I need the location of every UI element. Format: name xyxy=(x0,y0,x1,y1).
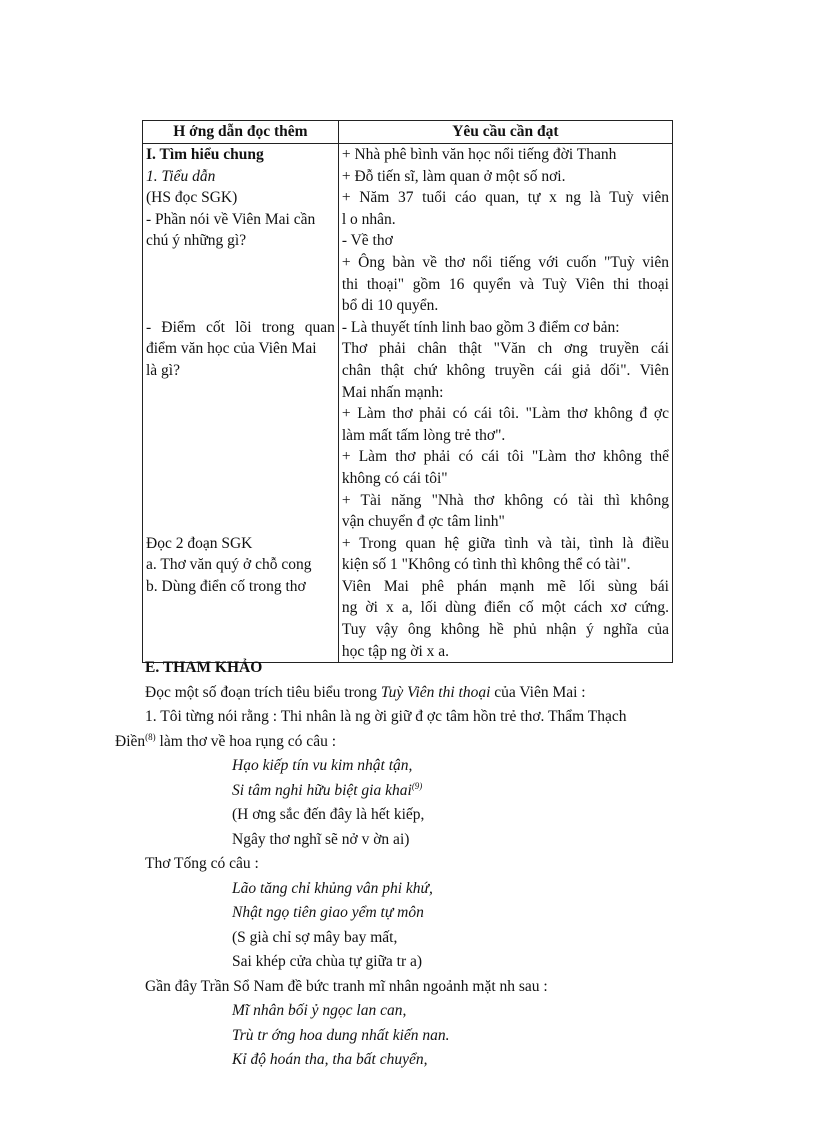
requirement-line: l o nhân. xyxy=(341,210,396,228)
requirement-line: Thơ phải chân thật "Văn ch ơng truyền cái xyxy=(341,340,669,358)
intro-text: Đọc một số đoạn trích tiêu biểu trong xyxy=(145,683,381,701)
question-2-line-3: là gì? xyxy=(146,361,180,379)
requirement-line: + Đỗ tiến sĩ, làm quan ở một số nơi. xyxy=(341,167,566,185)
requirement-line: + Năm 37 tuổi cáo quan, tự x ng là Tuỳ viên xyxy=(341,189,669,207)
requirement-line: học tập ng ời x a. xyxy=(341,642,450,660)
song-poetry-intro: Thơ Tống có câu : xyxy=(145,855,259,872)
requirement-line: vận chuyển đ ợc tâm linh" xyxy=(341,513,505,531)
read-item-b: b. Dùng điển cố trong thơ xyxy=(146,577,306,595)
spacer xyxy=(146,252,335,274)
translation-2-line-2: Sai khép cửa chùa tự giữa tr a) xyxy=(232,953,423,970)
table-row xyxy=(143,144,673,663)
requirement-line: + Tài năng "Nhà thơ không có tài thì không xyxy=(341,491,669,509)
reference-heading: E. THAM KHẢO xyxy=(145,659,263,676)
author-name: Điền xyxy=(115,732,146,750)
requirement-line: bổ di 10 quyển. xyxy=(341,297,439,315)
guide-column xyxy=(143,144,339,663)
requirement-line: + Ông bàn về thơ nổi tiếng với cuốn "Tuỳ viên xyxy=(341,253,669,271)
note-text: (HS đọc SGK) xyxy=(146,189,238,207)
header-requirements: Yêu cầu cần đạt xyxy=(338,121,672,144)
read-item-a: a. Thơ văn quý ở chỗ cong xyxy=(146,556,312,574)
spacer xyxy=(146,468,335,490)
requirement-line: + Làm thơ phải có cái tôi. "Làm thơ không đ ợc xyxy=(341,405,669,423)
question-1-line-1: - Phần nói về Viên Mai cần xyxy=(146,210,316,228)
requirements-column xyxy=(338,144,672,663)
requirement-line: + Nhà phê bình văn học nổi tiếng đời Thanh xyxy=(341,146,617,163)
requirement-line: - Về thơ xyxy=(341,232,393,250)
requirement-line: kiện số 1 "Không có tình thì không thể có tài". xyxy=(341,556,631,574)
poem-1-line-1: Hạo kiếp tín vu kim nhật tận, xyxy=(232,757,413,774)
requirement-line: làm mất tấm lòng trẻ thơ". xyxy=(341,426,506,444)
poem-3-line-1: Mĩ nhân bối ỷ ngọc lan can, xyxy=(232,1002,407,1019)
requirement-line: Viên Mai phê phán mạnh mẽ lối sùng bái xyxy=(341,577,669,595)
requirement-line: Mai nhấn mạnh: xyxy=(341,383,444,401)
poem-2-line-1: Lão tăng chỉ khủng vân phi khứ, xyxy=(232,879,433,897)
requirement-line: chân thật chứ không truyền cái giả dối". Viên xyxy=(341,361,669,379)
translation-1-line-2: Ngây thơ nghĩ sẽ nở v ờn ai) xyxy=(232,830,410,848)
requirement-line: + Trong quan hệ giữa tình và tài, tình là điều xyxy=(341,534,669,552)
recent-intro: Gần đây Trần Sổ Nam đề bức tranh mĩ nhân ngoảnh mặt nh sau : xyxy=(145,977,548,995)
question-1-line-2: chú ý những gì? xyxy=(146,232,247,250)
poem-3-line-3: Kỉ độ hoán tha, tha bất chuyển, xyxy=(232,1051,428,1068)
requirement-line: thi thoại" gồm 16 quyển và Tuỳ Viên thi thoại xyxy=(341,275,669,293)
intro-text: của Viên Mai : xyxy=(490,683,586,701)
poem-text: Si tâm nghi hữu biệt gia khai xyxy=(232,781,412,799)
spacer xyxy=(146,511,335,533)
spacer xyxy=(146,382,335,404)
spacer xyxy=(146,274,335,296)
spacer xyxy=(146,425,335,447)
requirement-line: + Làm thơ phải có cái tôi "Làm thơ không thể xyxy=(341,448,669,466)
footnote-9: (9) xyxy=(411,780,423,791)
header-guide: H ớng dẫn đọc thêm xyxy=(143,121,339,144)
paragraph-1-line-1: 1. Tôi từng nói rằng : Thi nhân là ng ời giữ đ ợc tâm hồn trẻ thơ. Thẩm Thạch xyxy=(145,708,627,725)
requirement-line: - Là thuyết tính linh bao gồm 3 điểm cơ bản: xyxy=(341,318,620,336)
requirement-line: ng ời x a, lối dùng điển cố một cách xơ cứng. xyxy=(341,599,669,617)
book-title: Tuỳ Viên thi thoại xyxy=(380,683,491,701)
poem-3-line-2: Trù tr ớng hoa dung nhất kiến nan. xyxy=(232,1026,450,1044)
footnote-8: (8) xyxy=(145,731,156,742)
spacer xyxy=(146,295,335,317)
requirement-line: Tuy vậy ông không hề phủ nhận ý nghĩa của xyxy=(341,621,669,639)
poem-1-line-2 xyxy=(232,779,422,804)
reference-intro xyxy=(145,681,586,706)
read-instruction: Đọc 2 đoạn SGK xyxy=(146,534,253,552)
table-header-row xyxy=(143,121,673,144)
translation-2-line-1: (S già chỉ sợ mây bay mất, xyxy=(232,928,398,946)
section-title: I. Tìm hiểu chung xyxy=(146,146,264,163)
reading-guide-table xyxy=(142,120,673,663)
paragraph-text: làm thơ về hoa rụng có câu : xyxy=(155,732,337,750)
spacer xyxy=(146,403,335,425)
poem-2-line-2: Nhật ngọ tiên giao yểm tự môn xyxy=(232,904,424,921)
spacer xyxy=(146,446,335,468)
translation-1-line-1: (H ơng sắc đến đây là hết kiếp, xyxy=(232,806,425,823)
spacer xyxy=(146,490,335,512)
question-2-line-2: điểm văn học của Viên Mai xyxy=(146,340,317,358)
sub-title: 1. Tiểu dẫn xyxy=(146,167,216,185)
requirement-line: không có cái tôi" xyxy=(341,469,448,487)
question-2-line-1: - Điểm cốt lõi trong quan xyxy=(146,318,335,336)
paragraph-1-line-2 xyxy=(115,730,336,755)
